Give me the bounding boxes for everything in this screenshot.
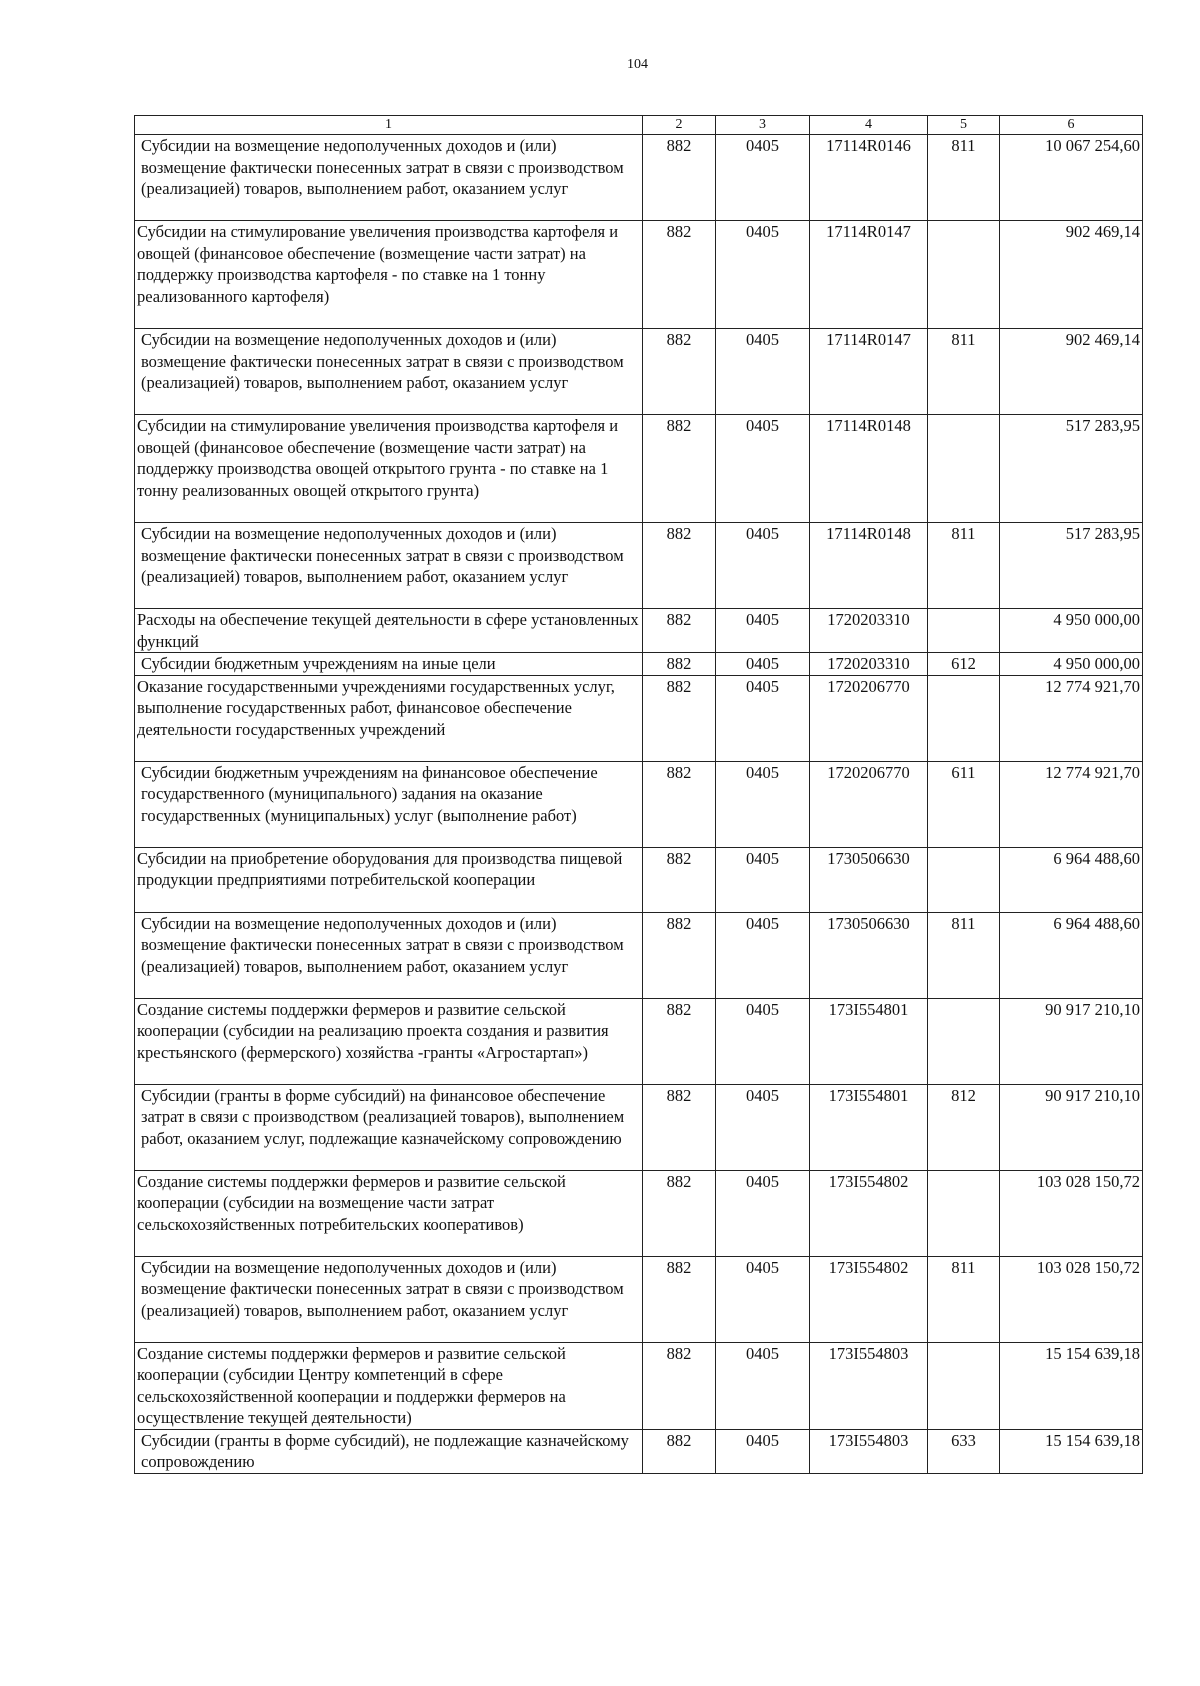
budget-table — [134, 115, 1143, 1474]
ministry-code-cell: 882 — [643, 912, 716, 998]
column-header-6: 6 — [1000, 116, 1143, 135]
section-code-cell: 0405 — [716, 847, 810, 912]
ministry-code-cell: 882 — [643, 329, 716, 415]
section-code-cell: 0405 — [716, 653, 810, 676]
table-row — [135, 1170, 1143, 1256]
section-code-cell: 0405 — [716, 135, 810, 221]
expense-name-cell: Расходы на обеспечение текущей деятельности в сфере установленных функций — [135, 609, 643, 653]
table-row — [135, 1342, 1143, 1429]
expense-name-cell: Оказание государственными учреждениями государственных услуг, выполнение государственных работ, финансовое обеспечение деятельности государственных учреждений — [135, 675, 643, 761]
expense-kind-cell — [928, 1342, 1000, 1429]
table-row — [135, 912, 1143, 998]
expense-name-cell: Субсидии (гранты в форме субсидий), не подлежащие казначейскому сопровождению — [135, 1429, 643, 1473]
expense-kind-cell: 633 — [928, 1429, 1000, 1473]
table-row — [135, 221, 1143, 329]
amount-cell: 902 469,14 — [1000, 329, 1143, 415]
expense-name-cell: Субсидии на возмещение недополученных доходов и (или) возмещение фактически понесенных затрат в связи с производством (реализацией) товаров, выполнением работ, оказанием услуг — [135, 135, 643, 221]
expense-kind-cell: 812 — [928, 1084, 1000, 1170]
amount-cell: 10 067 254,60 — [1000, 135, 1143, 221]
column-header-2: 2 — [643, 116, 716, 135]
section-code-cell: 0405 — [716, 761, 810, 847]
target-article-cell: 17114R0148 — [810, 523, 928, 609]
expense-name-cell: Субсидии на приобретение оборудования для производства пищевой продукции предприятиями потребительской кооперации — [135, 847, 643, 912]
target-article-cell: 1720206770 — [810, 675, 928, 761]
column-header-5: 5 — [928, 116, 1000, 135]
expense-kind-cell — [928, 847, 1000, 912]
expense-kind-cell: 811 — [928, 135, 1000, 221]
page-number: 104 — [627, 57, 648, 72]
expense-kind-cell — [928, 1170, 1000, 1256]
target-article-cell: 1720203310 — [810, 609, 928, 653]
expense-name-cell: Субсидии (гранты в форме субсидий) на финансовое обеспечение затрат в связи с производством (реализацией товаров), выполнением работ, оказанием услуг, подлежащие казначейскому сопровождению — [135, 1084, 643, 1170]
section-code-cell: 0405 — [716, 221, 810, 329]
expense-name-cell: Создание системы поддержки фермеров и развитие сельской кооперации (субсидии на реализацию проекта создания и развития крестьянского (фермерского) хозяйства -гранты «Агростартап») — [135, 998, 643, 1084]
table-row — [135, 653, 1143, 676]
target-article-cell: 17114R0147 — [810, 221, 928, 329]
amount-cell: 517 283,95 — [1000, 415, 1143, 523]
ministry-code-cell: 882 — [643, 135, 716, 221]
expense-kind-cell: 612 — [928, 653, 1000, 676]
expense-kind-cell — [928, 675, 1000, 761]
amount-cell: 4 950 000,00 — [1000, 653, 1143, 676]
expense-kind-cell — [928, 609, 1000, 653]
table-row — [135, 329, 1143, 415]
amount-cell: 15 154 639,18 — [1000, 1429, 1143, 1473]
amount-cell: 517 283,95 — [1000, 523, 1143, 609]
ministry-code-cell: 882 — [643, 1429, 716, 1473]
ministry-code-cell: 882 — [643, 415, 716, 523]
ministry-code-cell: 882 — [643, 523, 716, 609]
expense-kind-cell: 611 — [928, 761, 1000, 847]
column-header-4: 4 — [810, 116, 928, 135]
amount-cell: 103 028 150,72 — [1000, 1256, 1143, 1342]
target-article-cell: 17114R0147 — [810, 329, 928, 415]
amount-cell: 6 964 488,60 — [1000, 847, 1143, 912]
ministry-code-cell: 882 — [643, 1084, 716, 1170]
expense-name-cell: Субсидии на возмещение недополученных доходов и (или) возмещение фактически понесенных затрат в связи с производством (реализацией) товаров, выполнением работ, оказанием услуг — [135, 1256, 643, 1342]
amount-cell: 12 774 921,70 — [1000, 761, 1143, 847]
ministry-code-cell: 882 — [643, 998, 716, 1084]
expense-name-cell: Субсидии на возмещение недополученных доходов и (или) возмещение фактически понесенных затрат в связи с производством (реализацией) товаров, выполнением работ, оказанием услуг — [135, 912, 643, 998]
section-code-cell: 0405 — [716, 998, 810, 1084]
section-code-cell: 0405 — [716, 523, 810, 609]
expense-name-cell: Субсидии на возмещение недополученных доходов и (или) возмещение фактически понесенных затрат в связи с производством (реализацией) товаров, выполнением работ, оказанием услуг — [135, 329, 643, 415]
ministry-code-cell: 882 — [643, 761, 716, 847]
amount-cell: 4 950 000,00 — [1000, 609, 1143, 653]
expense-kind-cell: 811 — [928, 912, 1000, 998]
section-code-cell: 0405 — [716, 609, 810, 653]
target-article-cell: 1720206770 — [810, 761, 928, 847]
target-article-cell: 173I554801 — [810, 998, 928, 1084]
amount-cell: 103 028 150,72 — [1000, 1170, 1143, 1256]
target-article-cell: 1720203310 — [810, 653, 928, 676]
expense-kind-cell — [928, 998, 1000, 1084]
expense-name-cell: Субсидии бюджетным учреждениям на иные цели — [135, 653, 643, 676]
column-header-3: 3 — [716, 116, 810, 135]
section-code-cell: 0405 — [716, 415, 810, 523]
table-row — [135, 135, 1143, 221]
target-article-cell: 1730506630 — [810, 912, 928, 998]
target-article-cell: 173I554801 — [810, 1084, 928, 1170]
ministry-code-cell: 882 — [643, 653, 716, 676]
target-article-cell: 173I554803 — [810, 1342, 928, 1429]
ministry-code-cell: 882 — [643, 221, 716, 329]
expense-name-cell: Субсидии бюджетным учреждениям на финансовое обеспечение государственного (муниципального) задания на оказание государственных (муниципальных) услуг (выполнение работ) — [135, 761, 643, 847]
target-article-cell: 17114R0146 — [810, 135, 928, 221]
column-header-1: 1 — [135, 116, 643, 135]
table-row — [135, 675, 1143, 761]
expense-kind-cell: 811 — [928, 1256, 1000, 1342]
section-code-cell: 0405 — [716, 912, 810, 998]
section-code-cell: 0405 — [716, 675, 810, 761]
table-row — [135, 415, 1143, 523]
expense-name-cell: Создание системы поддержки фермеров и развитие сельской кооперации (субсидии Центру компетенций в сфере сельскохозяйственной кооперации и поддержки фермеров на осуществление текущей деятельности) — [135, 1342, 643, 1429]
ministry-code-cell: 882 — [643, 1256, 716, 1342]
ministry-code-cell: 882 — [643, 609, 716, 653]
table-row — [135, 847, 1143, 912]
expense-name-cell: Создание системы поддержки фермеров и развитие сельской кооперации (субсидии на возмещение части затрат сельскохозяйственных потребительских кооперативов) — [135, 1170, 643, 1256]
ministry-code-cell: 882 — [643, 675, 716, 761]
section-code-cell: 0405 — [716, 1342, 810, 1429]
table-row — [135, 1084, 1143, 1170]
expense-kind-cell: 811 — [928, 523, 1000, 609]
table-row — [135, 609, 1143, 653]
expense-name-cell: Субсидии на возмещение недополученных доходов и (или) возмещение фактически понесенных затрат в связи с производством (реализацией) товаров, выполнением работ, оказанием услуг — [135, 523, 643, 609]
table-row — [135, 761, 1143, 847]
expense-kind-cell — [928, 415, 1000, 523]
expense-kind-cell: 811 — [928, 329, 1000, 415]
amount-cell: 6 964 488,60 — [1000, 912, 1143, 998]
target-article-cell: 173I554802 — [810, 1170, 928, 1256]
target-article-cell: 173I554802 — [810, 1256, 928, 1342]
ministry-code-cell: 882 — [643, 1170, 716, 1256]
amount-cell: 12 774 921,70 — [1000, 675, 1143, 761]
amount-cell: 902 469,14 — [1000, 221, 1143, 329]
target-article-cell: 1730506630 — [810, 847, 928, 912]
amount-cell: 90 917 210,10 — [1000, 998, 1143, 1084]
header-row — [135, 116, 1143, 135]
section-code-cell: 0405 — [716, 1084, 810, 1170]
amount-cell: 90 917 210,10 — [1000, 1084, 1143, 1170]
ministry-code-cell: 882 — [643, 1342, 716, 1429]
ministry-code-cell: 882 — [643, 847, 716, 912]
section-code-cell: 0405 — [716, 1429, 810, 1473]
section-code-cell: 0405 — [716, 1170, 810, 1256]
target-article-cell: 17114R0148 — [810, 415, 928, 523]
table-row — [135, 1429, 1143, 1473]
table-row — [135, 998, 1143, 1084]
expense-kind-cell — [928, 221, 1000, 329]
section-code-cell: 0405 — [716, 1256, 810, 1342]
table-row — [135, 1256, 1143, 1342]
expense-name-cell: Субсидии на стимулирование увеличения производства картофеля и овощей (финансовое обеспечение (возмещение части затрат) на поддержку производства овощей открытого грунта - по ставке на 1 тонну реализованных овощей открытого грунта) — [135, 415, 643, 523]
table-row — [135, 523, 1143, 609]
amount-cell: 15 154 639,18 — [1000, 1342, 1143, 1429]
section-code-cell: 0405 — [716, 329, 810, 415]
expense-name-cell: Субсидии на стимулирование увеличения производства картофеля и овощей (финансовое обеспечение (возмещение части затрат) на поддержку производства картофеля - по ставке на 1 тонну реализованного картофеля) — [135, 221, 643, 329]
target-article-cell: 173I554803 — [810, 1429, 928, 1473]
